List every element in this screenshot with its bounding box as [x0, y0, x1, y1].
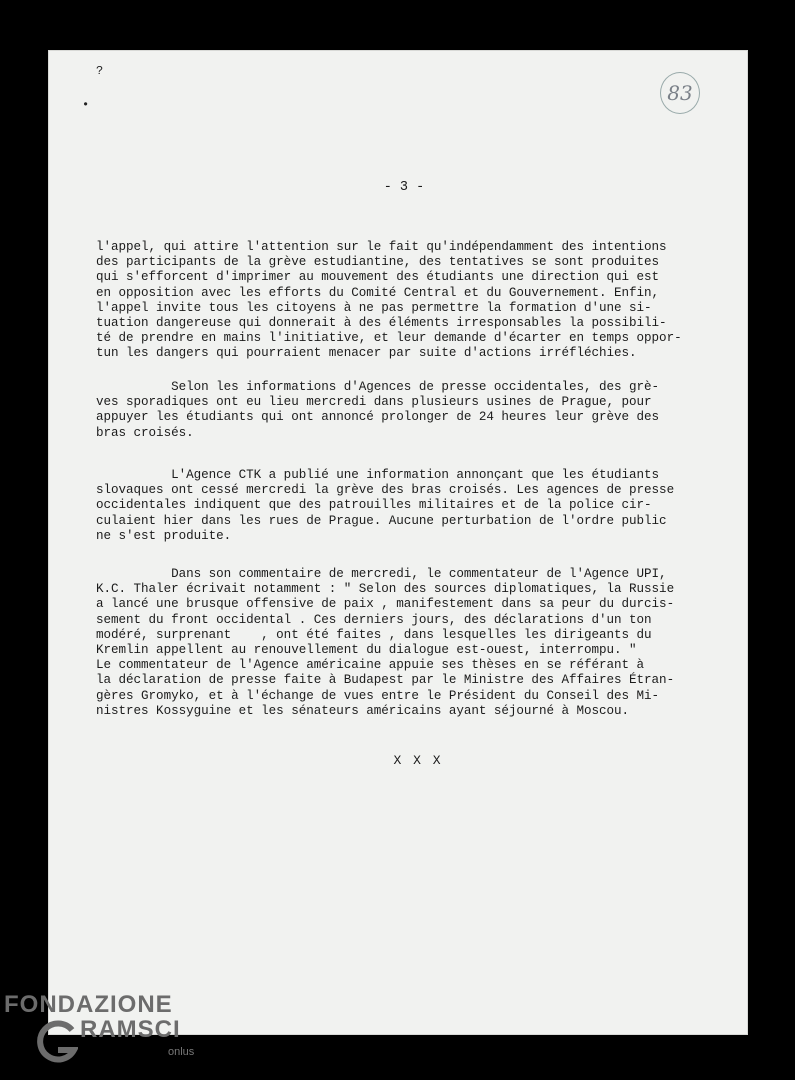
page-number: - 3 - [383, 180, 425, 195]
text-line: des participants de la grève estudiantine, des tentatives se sont produites [96, 255, 660, 270]
text-line: K.C. Thaler écrivait notamment : " Selon des sources diplomatiques, la Russie [96, 582, 675, 597]
margin-mark: ? [96, 64, 104, 78]
watermark-line3: onlus [168, 1046, 195, 1058]
text-line: té de prendre en mains l'initiative, et leur demande d'écarter en temps oppor- [96, 331, 682, 346]
text-line: Le commentateur de l'Agence américaine appuie ses thèses en se référant à [96, 658, 645, 673]
text-line: la déclaration de presse faite à Budapest par le Ministre des Affaires Étran- [96, 673, 675, 688]
text-line: Kremlin appellent au renouvellement du dialogue est-ouest, interrompu. " [96, 643, 637, 658]
text-line: L'Agence CTK a publié une information annonçant que les étudiants [96, 468, 660, 482]
text-line: ne s'est produite. [96, 528, 232, 543]
paragraph [96, 567, 696, 719]
text-line: l'appel invite tous les citoyens à ne pas permettre la formation d'une si- [96, 300, 652, 315]
text-line: qui s'efforcent d'imprimer au mouvement des étudiants une direction qui est [96, 270, 660, 285]
text-line: tuation dangereuse qui donnerait à des éléments irresponsables la possibili- [96, 316, 667, 331]
watermark-logo [4, 991, 195, 1058]
text-line: occidentales indiquent que des patrouilles militaires et de la police cir- [96, 498, 652, 513]
folio-stamp [660, 72, 700, 114]
text-line: en opposition avec les efforts du Comité Central et du Gouvernement. Enfin, [96, 285, 660, 300]
text-line: culaient hier dans les rues de Prague. Aucune perturbation de l'ordre public [96, 513, 667, 528]
folio-number: 83 [667, 81, 693, 105]
paragraph [96, 240, 696, 362]
text-line: a lancé une brusque offensive de paix , manifestement dans sa peur du durcis- [96, 597, 675, 612]
logo-g-icon [34, 1018, 78, 1066]
document-page [48, 50, 748, 1035]
margin-dot: • [82, 98, 90, 112]
text-line: nistres Kossyguine et les sénateurs américains ayant séjourné à Moscou. [96, 703, 630, 718]
watermark-line1: FONDAZIONE [4, 991, 173, 1018]
text-line: tun les dangers qui pourraient menacer par suite d'actions irréfléchies. [96, 346, 637, 361]
text-line: gères Gromyko, et à l'échange de vues entre le Président du Conseil des Mi- [96, 688, 660, 703]
text-line: bras croisés. [96, 425, 194, 440]
closing-marks: X X X [393, 753, 443, 768]
text-line: ves sporadiques ont eu lieu mercredi dans plusieurs usines de Prague, pour [96, 395, 652, 410]
paragraph [96, 380, 696, 441]
text-line: Dans son commentaire de mercredi, le commentateur de l'Agence UPI, [96, 567, 667, 581]
watermark-line2: RAMSCI [80, 1016, 181, 1043]
text-line: appuyer les étudiants qui ont annoncé prolonger de 24 heures leur grève des [96, 410, 660, 425]
paragraph [96, 468, 696, 544]
text-line: sement du front occidental . Ces derniers jours, des déclarations d'un ton [96, 612, 652, 627]
text-line: Selon les informations d'Agences de presse occidentales, des grè- [96, 380, 660, 394]
text-line: l'appel, qui attire l'attention sur le fait qu'indépendamment des intentions [96, 240, 667, 254]
text-line: modéré, surprenant , ont été faites , dans lesquelles les dirigeants du [96, 627, 652, 642]
text-line: slovaques ont cessé mercredi la grève des bras croisés. Les agences de presse [96, 483, 675, 498]
